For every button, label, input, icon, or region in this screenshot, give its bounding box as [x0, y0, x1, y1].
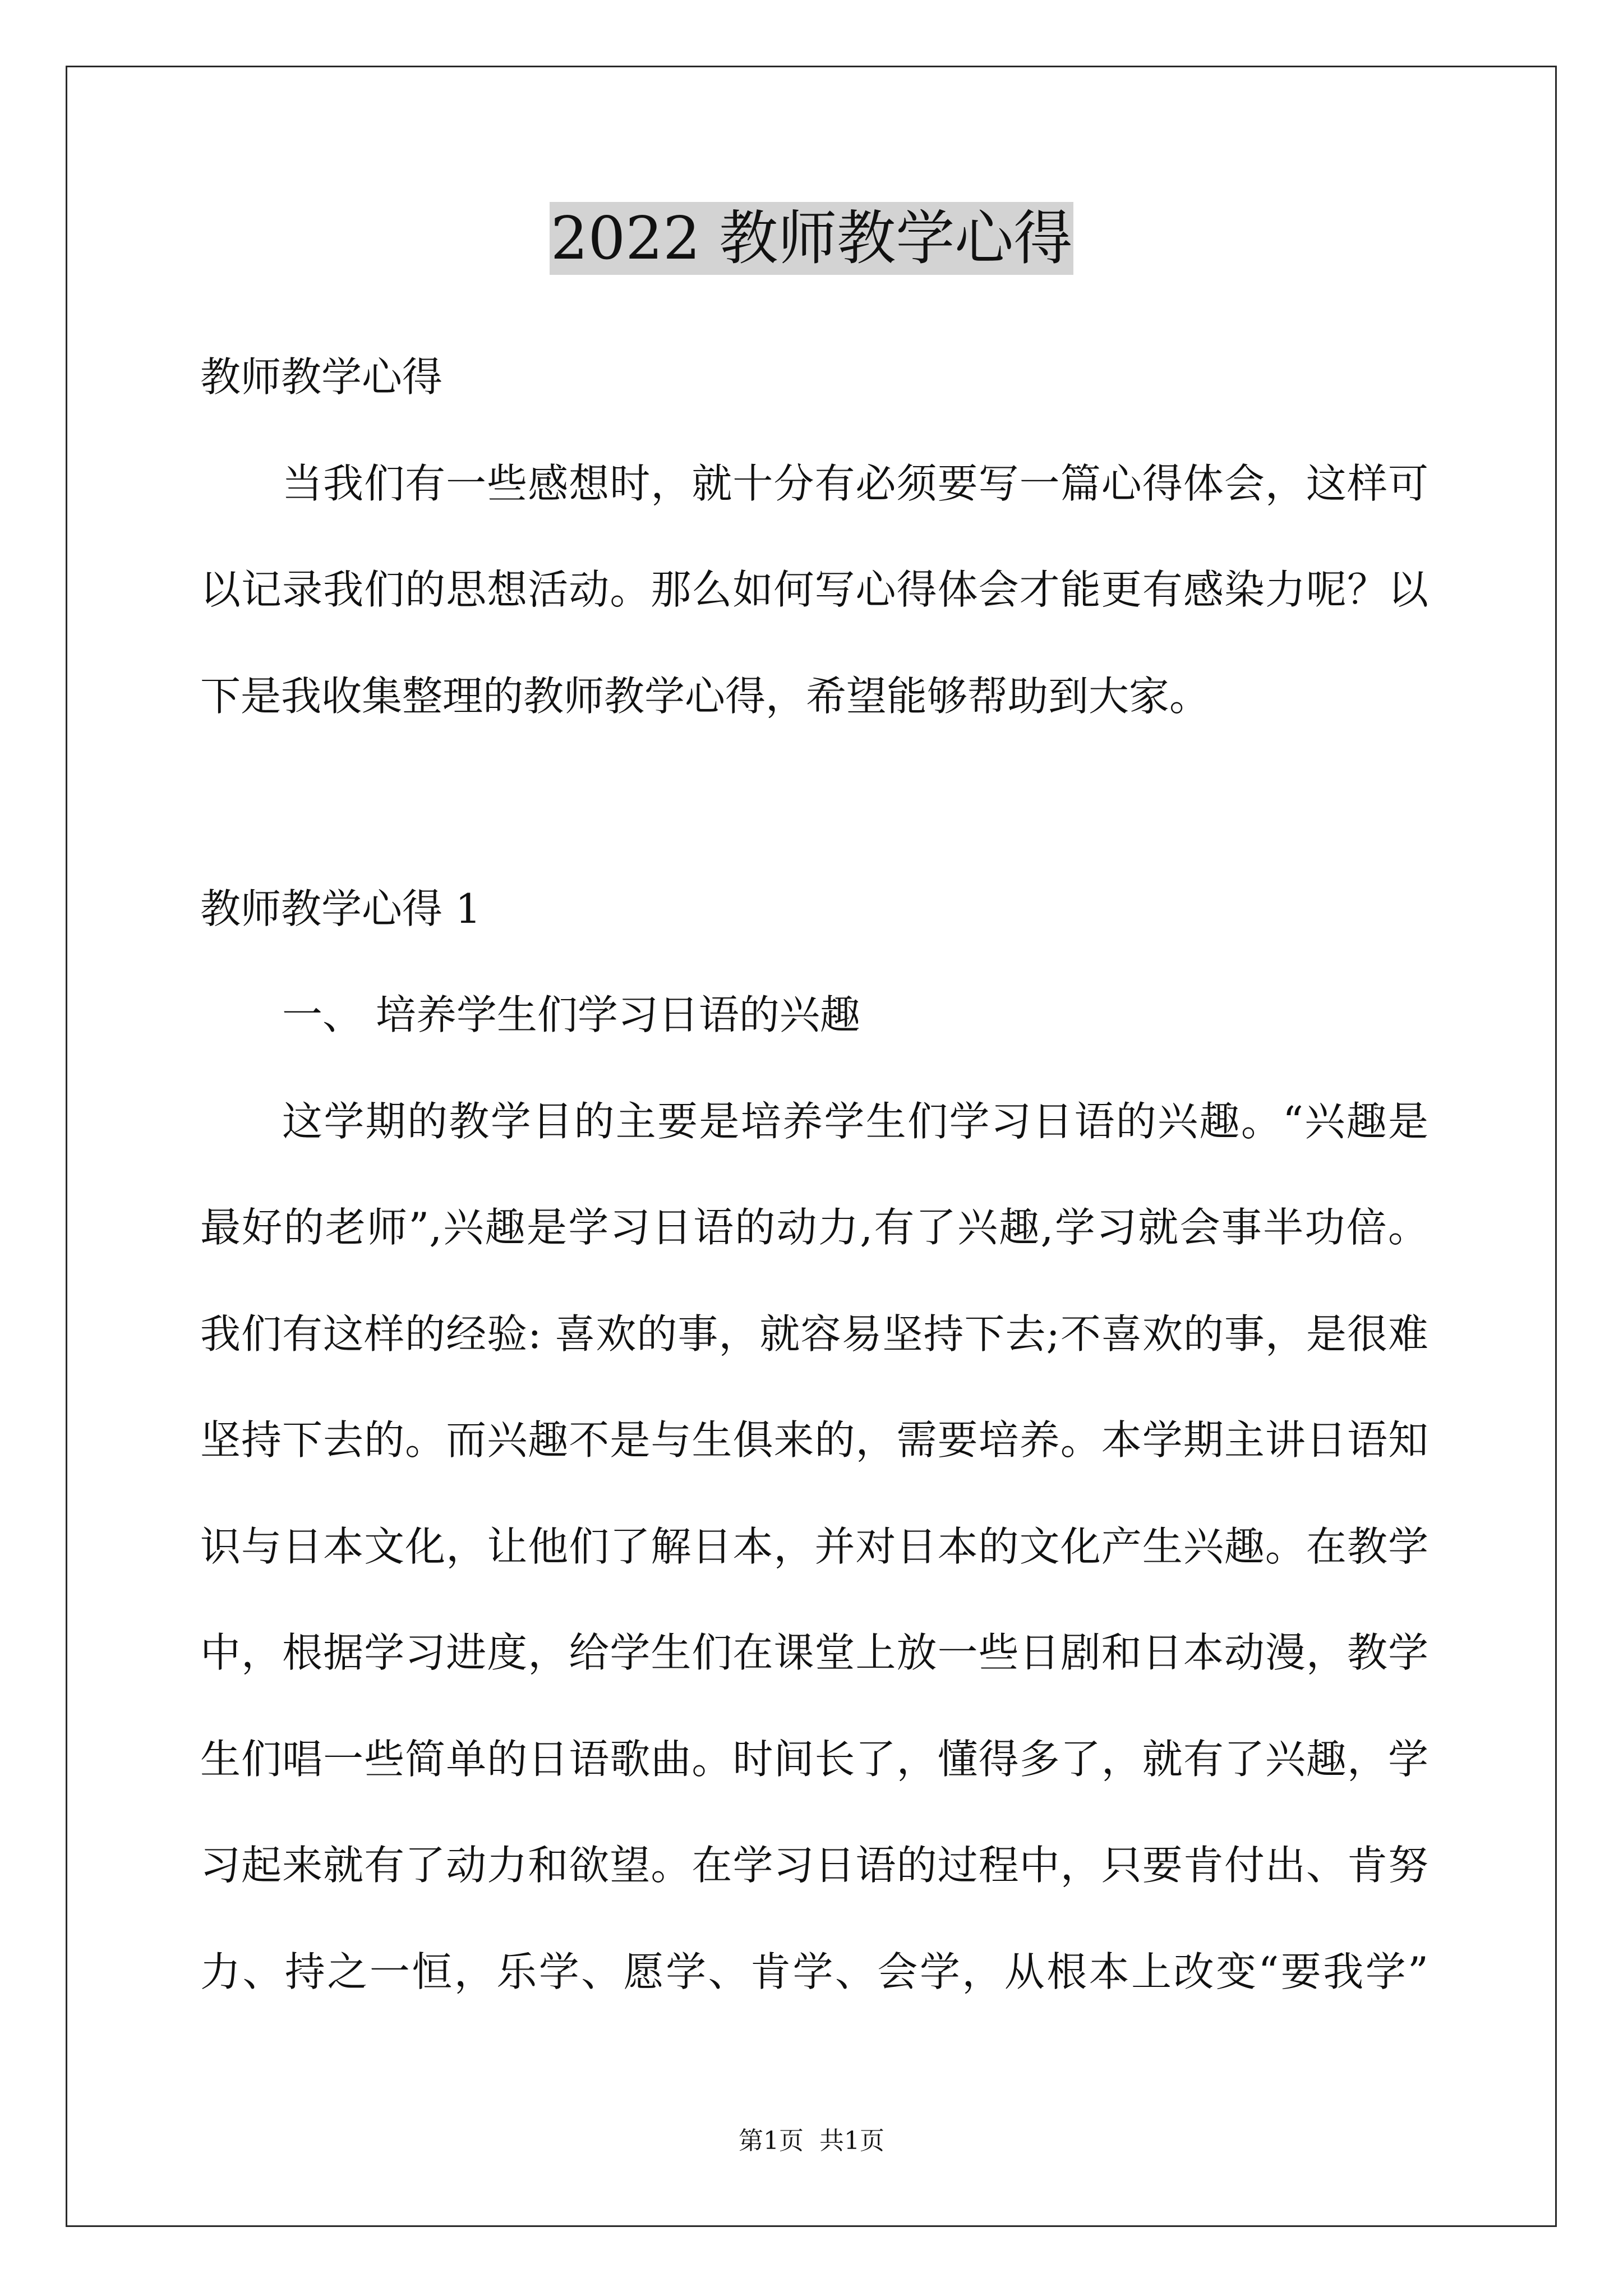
paragraph-line: 识与日本文化，让他们了解日本，并对日本的文化产生兴趣。在教学: [200, 1522, 1428, 1570]
document-title: 2022 教师教学心得: [550, 202, 1074, 275]
paragraph-line: 习起来就有了动力和欲望。在学习日语的过程中，只要肯付出、肯努: [200, 1842, 1428, 1889]
section-title: 教师教学心得 1: [200, 885, 481, 932]
subsection-title: 一、 培养学生们学习日语的兴趣: [282, 991, 860, 1038]
paragraph-line: 这学期的教学目的主要是培养学生们学习日语的兴趣。“兴趣是: [282, 1097, 1428, 1145]
document-body: [200, 324, 1428, 2025]
blank-line-spacer: [200, 749, 1428, 856]
page-number-footer: 第1页 共1页: [739, 2127, 884, 2155]
paragraph-line: 生们唱一些简单的日语歌曲。时间长了，懂得多了，就有了兴趣，学: [200, 1735, 1428, 1783]
paragraph-line: 坚持下去的。而兴趣不是与生俱来的，需要培养。本学期主讲日语知: [200, 1416, 1428, 1464]
title-bar: [0, 202, 1623, 275]
paragraph-line: 我们有这样的经验: 喜欢的事，就容易坚持下去;不喜欢的事，是很难: [200, 1310, 1428, 1358]
intro-line: 当我们有一些感想时，就十分有必须要写一篇心得体会，这样可: [282, 459, 1428, 507]
paragraph-line: 中，根据学习进度，给学生们在课堂上放一些日剧和日本动漫，教学: [200, 1629, 1428, 1676]
paragraph-line: 力、持之一恒，乐学、愿学、肯学、会学，从根本上改变“要我学”: [200, 1948, 1428, 1995]
intro-line: 下是我收集整理的教师教学心得，希望能够帮助到大家。: [200, 672, 1210, 720]
document-heading: 教师教学心得: [200, 353, 443, 401]
intro-line: 以记录我们的思想活动。那么如何写心得体会才能更有感染力呢？以: [200, 566, 1428, 613]
paragraph-line: 最好的老师”,兴趣是学习日语的动力,有了兴趣,学习就会事半功倍。: [200, 1204, 1428, 1251]
